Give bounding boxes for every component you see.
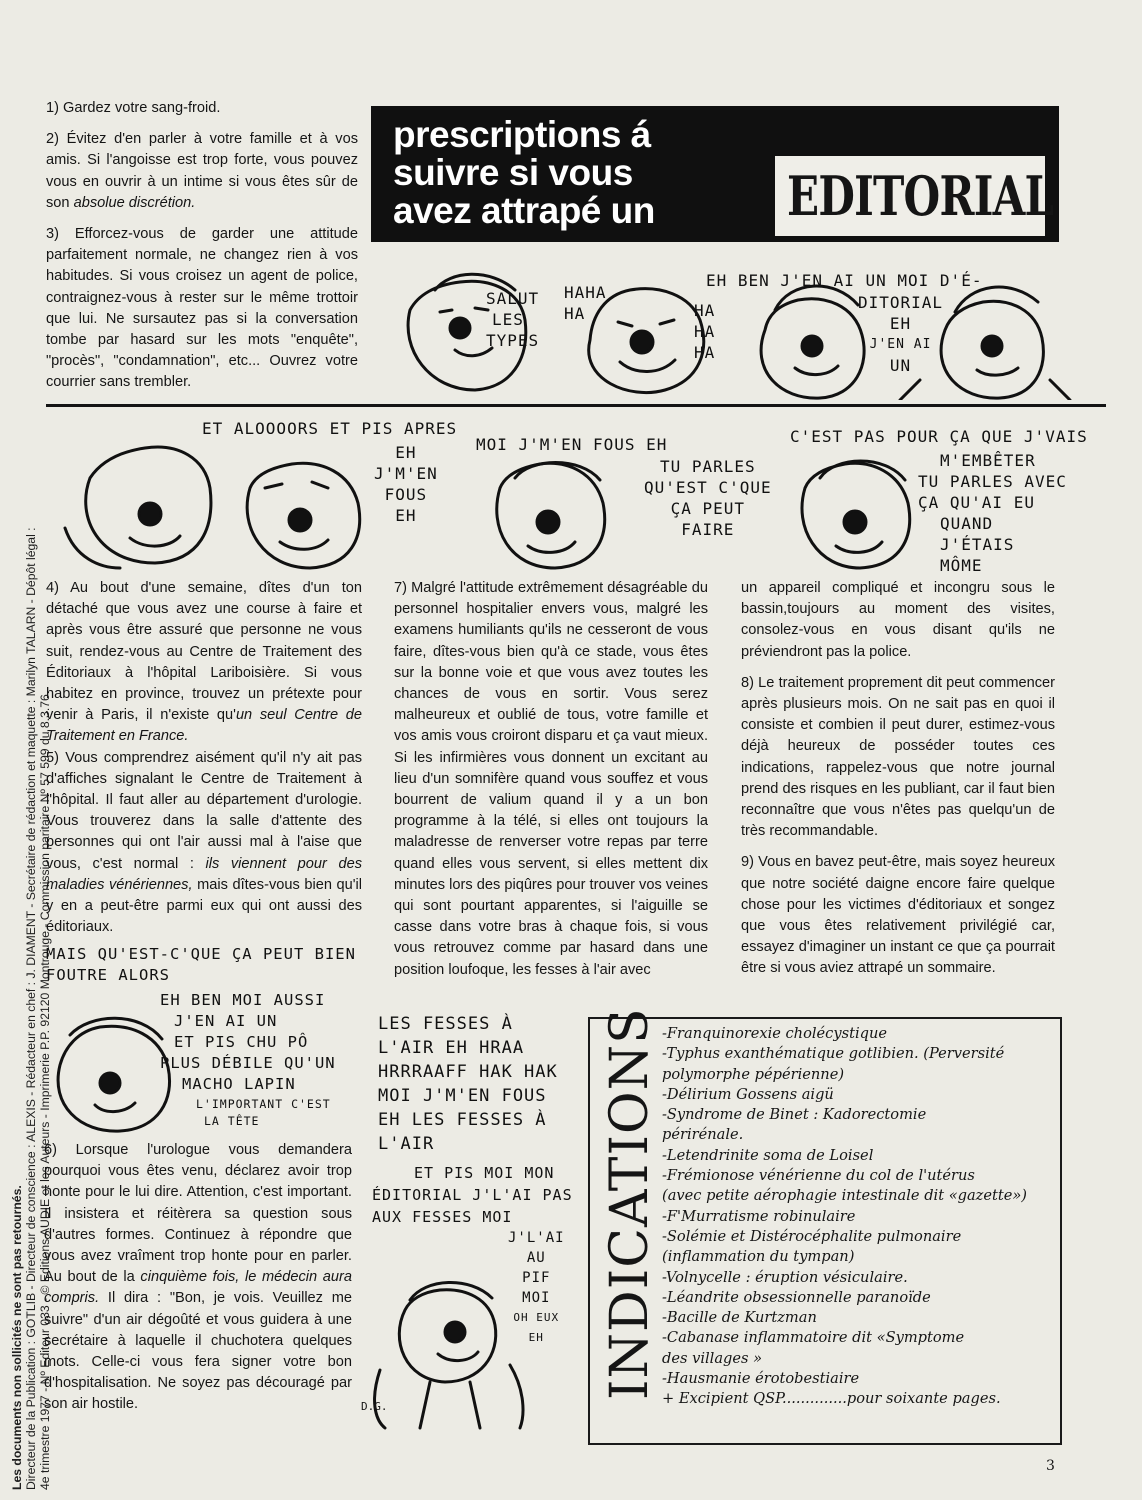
strip1-b2-line: HA bbox=[694, 301, 716, 320]
cartoon-middle-line: ET PIS MOI MON bbox=[414, 1164, 555, 1182]
rule-2-text: 2) Évitez d'en parler à votre famille et à vos amis. Si l'angoisse est trop forte, vous pouvez vous en ouvrir à un intime si vous êtes sûr de son bbox=[46, 131, 358, 211]
cartoon-left-line: EH BEN MOI AUSSI bbox=[160, 991, 326, 1009]
intro-column bbox=[46, 98, 358, 404]
strip2-balloon-2 bbox=[476, 434, 667, 455]
strip1-balloon-2 bbox=[564, 282, 607, 324]
cartoon-middle-line: L'AIR bbox=[378, 1134, 435, 1154]
imprint-line-1: Les documents non sollicités ne sont pas retournés. bbox=[10, 1185, 24, 1490]
strip1-b1-line: TYPES bbox=[486, 331, 540, 350]
strip1-b1-line: SALUT bbox=[486, 289, 540, 308]
strip2-b2-line: ÇA PEUT bbox=[670, 499, 746, 518]
indication-item: -Typhus exanthématique gotlibien. (Perversité bbox=[662, 1045, 1005, 1063]
strip2-b1-line: ET ALOOOORS ET PIS APRES bbox=[202, 419, 458, 438]
cartoon-middle-balloon bbox=[378, 1012, 558, 1156]
cartoon-middle-line: L'AIR EH HRAA bbox=[378, 1038, 525, 1058]
imprint-line-2: Directeur de la Publication : GOTLIB - Directeur de conscience : ALEXIS - Rédacteur en chef : J. DIAMENT - Secrétaire de rédaction et maquette : Marilyn TALARN - Dépôt légal : bbox=[24, 527, 38, 1490]
banner-title bbox=[393, 116, 655, 230]
rule-5-text-end: mais dîtes-vous bien qu'il y en a peut-être parmi eux qui ont aussi des éditoriaux. bbox=[46, 876, 362, 936]
strip1-b1-line: LES bbox=[492, 310, 524, 329]
strip1-balloon-3 bbox=[706, 270, 982, 291]
strip2-b3-line: M'EMBÊTER bbox=[940, 451, 1036, 470]
rule-2 bbox=[46, 129, 358, 214]
strip2-b3-line: TU PARLES AVEC bbox=[918, 472, 1067, 491]
column-1 bbox=[46, 578, 362, 948]
rule-5-text: 5) Vous comprendrez aisément qu'il n'y ait pas d'affiches signalant le Centre de Traitement à l'hôpital. Il faut aller au département d'urologie. Vous trouverez dans la salle d'attente des personnes qui ont l'air aussi mal à l'aise que vous, c'est normal : bbox=[46, 749, 362, 872]
cartoon-left-line: J'EN AI UN bbox=[174, 1012, 278, 1030]
rule-4-emphasis: un seul Centre de Traitement en France. bbox=[46, 707, 362, 745]
rule-7-end: un appareil compliqué et incongru sous le bassin,toujours au moment des visites, consolez-vous en vous disant qu'ils ne préviendront pas la police. bbox=[741, 580, 1055, 660]
cartoon-left-line: MAIS QU'EST-C'QUE ÇA PEUT BIEN bbox=[46, 945, 356, 963]
strip2-b3-line: J'ÉTAIS bbox=[940, 535, 1015, 554]
imprint-line-3: 4e trimestre 1977 - Nº Editeur 033 - © Editions AUDIE et les Auteurs - Imprimerie P.P. 92120 Montrouge - Commission paritaire Nº 57 599 du 8.3.76. bbox=[38, 690, 52, 1490]
editorial-word: EDITORIAL bbox=[787, 164, 1054, 228]
strip2-b2-line: TU PARLES bbox=[659, 457, 756, 476]
indication-item: -Cabanase inflammatoire dit «Symptome bbox=[662, 1329, 965, 1347]
indications-list bbox=[662, 1024, 1056, 1410]
banner-line-1: prescriptions á bbox=[393, 114, 651, 155]
rule-8: 8) Le traitement proprement dit peut commencer après plusieurs mois. On ne sait pas en quoi il consiste et combien il peut durer, estimez-vous déjà heureux de posséder toutes ces indications, rappelez-vous que notre journal prend des risques en les publiant, car il faut bien reconnaître que vous n'êtes pas quelqu'un de très recommandable. bbox=[741, 674, 1055, 840]
strip2-b1-line: J'M'EN bbox=[374, 464, 438, 483]
indication-item: -Bacille de Kurtzman bbox=[662, 1309, 817, 1327]
rule-9: 9) Vous en bavez peut-être, mais soyez heureux que notre société daigne encore faire quelque chose pour les victimes d'éditoriaux et songez que vous êtes relativement privilégié car, essayez d'imaginer un instant ce que ça pourrait être si vous aviez attrapé un sommaire. bbox=[741, 854, 1055, 977]
strip1-balloon-1 bbox=[486, 288, 539, 351]
strip1-b3-line: UN bbox=[889, 356, 912, 375]
indication-item: -F'Murratisme robinulaire bbox=[662, 1207, 856, 1225]
cartoon-left-balloon bbox=[46, 944, 356, 986]
strip1-b3-line: J'EN AI bbox=[869, 337, 932, 352]
rule-4-text: 4) Au bout d'une semaine, dîtes d'un ton détaché que vous avez une course à faire et après vous être assuré que personne ne vous suit, rendez-vous au Centre de Traitement des Éditoriaux à l'hôpital Lariboisière. Si vous habitez en province, trouvez un prétexte pour venir à Paris, il n'existe qu' bbox=[46, 580, 362, 724]
rule-2-emphasis: absolue discrétion. bbox=[73, 194, 196, 211]
indication-item: (avec petite aérophagie intestinale dit «gazette») bbox=[662, 1187, 1027, 1205]
rule-4 bbox=[46, 578, 362, 748]
strip2-b3-line: QUAND bbox=[940, 514, 994, 533]
indication-item: -Syndrome de Binet : Kadorectomie bbox=[662, 1106, 927, 1124]
indication-item: (inflammation du tympan) bbox=[662, 1248, 855, 1266]
indication-item: périrénale. bbox=[662, 1126, 744, 1144]
indications-title: INDICATIONS bbox=[600, 1007, 660, 1400]
indication-item: -Léandrite obsessionnelle paranoïde bbox=[662, 1288, 931, 1306]
strip1-b3-line: DITORIAL bbox=[858, 293, 944, 312]
cartoon-middle-line: LES FESSES À bbox=[378, 1014, 513, 1034]
indication-item: -Frémionose vénérienne du col de l'utérus bbox=[662, 1167, 975, 1185]
cartoon-left-line: MACHO LAPIN bbox=[182, 1075, 296, 1093]
rule-6-text: 6) Lorsque l'urologue vous demandera pourquoi vous êtes venu, déclarez avoir trop honte pour le lui dire. Attention, c'est important. Il insistera et réitèrera sa question sous d'autres formes. Continuez à répondre que vous avez vraîment trop honte pour en parler. Au bout de la bbox=[44, 1142, 352, 1286]
cartoon-middle-line: OH EUX bbox=[513, 1311, 560, 1324]
strip1-balloon-3b bbox=[858, 292, 943, 376]
cartoon-left-line: L'IMPORTANT C'EST bbox=[196, 1097, 331, 1111]
strip1-b2-line: HA bbox=[694, 343, 716, 362]
strip2-b1-line: EH bbox=[395, 506, 417, 525]
cartoon-middle-line: PIF bbox=[522, 1270, 551, 1286]
strip2-balloon-3b bbox=[918, 450, 1067, 576]
rule-6 bbox=[44, 1140, 352, 1416]
cartoon-middle-line: J'L'AI bbox=[508, 1230, 565, 1246]
cartoon-middle-line: HRRRAAFF HAK HAK bbox=[378, 1062, 558, 1082]
strip1-b3-line: EH BEN J'EN AI UN MOI D'É- bbox=[706, 271, 983, 290]
strip2-balloon-1 bbox=[202, 418, 457, 439]
artist-signature: D.G. bbox=[361, 1400, 388, 1413]
indication-item: -Letendrinite soma de Loisel bbox=[662, 1146, 874, 1164]
strip2-b1-line: FOUS bbox=[384, 485, 428, 504]
cartoon-left-balloon-3 bbox=[196, 1096, 331, 1130]
cartoon-left-line: LA TÊTE bbox=[204, 1114, 260, 1128]
cartoon-middle-line: EH bbox=[528, 1331, 544, 1344]
rule-6-emphasis: cinquième fois, le médecin aura compris. bbox=[44, 1269, 352, 1307]
strip2-b3-line: ÇA QU'AI EU bbox=[918, 493, 1035, 512]
cartoon-middle-balloon-2 bbox=[372, 1162, 573, 1228]
cartoon-left-line: ET PIS CHU PÔ bbox=[174, 1033, 309, 1051]
rule-3: 3) Efforcez-vous de garder une attitude parfaitement normale, ne changez rien à vos habitudes. Si vous croisez un agent de police, contraignez-vous à rester sur le même trottoir que lui. Ne sursautez pas si la conversation tombe par hasard sur les mots "enquête", "procès", "condamnation", etc... Ouvrez votre courrier sans trembler. bbox=[46, 226, 358, 391]
column-3 bbox=[741, 578, 1055, 990]
rule-6-text-end: Il dira : "Bon, je vois. Veuillez me suivre" d'un air dégoûté et vous guidera à une secrétaire à laquelle il chuchotera quelques mots. Celle-ci vous fera signer votre bon d'hospitalisation. Ne soyez pas découragé par son air hostile. bbox=[44, 1290, 352, 1413]
cartoon-middle-line: ÉDITORIAL J'L'AI PAS bbox=[372, 1186, 573, 1204]
strip1-b2-line: HA bbox=[564, 304, 586, 323]
cartoon-left-line: FOUTRE ALORS bbox=[46, 966, 170, 984]
strip1-b3-line: EH bbox=[889, 314, 912, 333]
rule-1: 1) Gardez votre sang-froid. bbox=[46, 100, 221, 116]
strip2-b1-line: EH bbox=[395, 443, 417, 462]
indication-item: polymorphe pépérienne) bbox=[662, 1065, 845, 1083]
indication-item: -Franquinorexie cholécystique bbox=[662, 1025, 887, 1042]
strip2-b2-line: FAIRE bbox=[681, 520, 735, 539]
indication-item: -Hausmanie érotobestiaire bbox=[662, 1370, 860, 1388]
strip2-balloon-2b bbox=[644, 456, 772, 540]
strip2-balloon-1b bbox=[374, 442, 438, 526]
title-banner bbox=[371, 106, 1059, 242]
indication-item: -Volnycelle : éruption vésiculaire. bbox=[662, 1268, 908, 1286]
cartoon-middle-line: AU bbox=[526, 1250, 546, 1266]
strip2-b3-line: C'EST PAS POUR ÇA QUE J'VAIS bbox=[790, 427, 1088, 446]
indication-item: -Délirium Gossens aigü bbox=[662, 1085, 834, 1103]
strip2-b3-line: MÔME bbox=[940, 556, 983, 575]
strip2-b2-line: MOI J'M'EN FOUS EH bbox=[476, 435, 668, 454]
strip2-b2-line: QU'EST C'QUE bbox=[644, 478, 772, 497]
strip1-b2-line: HA bbox=[694, 322, 716, 341]
rule-5-emphasis: ils viennent pour des maladies vénériennes, bbox=[46, 855, 362, 893]
cartoon-left-balloon-2 bbox=[160, 990, 336, 1095]
strip2-balloon-3 bbox=[790, 426, 1088, 447]
page-number: 3 bbox=[1046, 1458, 1055, 1474]
indication-item: + Excipient QSP..............pour soixante pages. bbox=[662, 1390, 1001, 1408]
cartoon-left-line: PLUS DÉBILE QU'UN bbox=[160, 1054, 336, 1072]
strip1-b2-line: HAHA bbox=[564, 283, 607, 302]
rule-7: 7) Malgré l'attitude extrêmement désagréable du personnel hospitalier envers vous, malgré les examens humiliants qu'ils ne cesseront de vous faire, dîtes-vous bien qu'à ce stade, vous êtes sur la bonne voie et que vous avez toutes les chances de vous en sortir. Vous serez malheureux et oublié de tous, votre famille et vos amis vous croiront disparu et ça vaut mieux. Si les infirmières vous donnent un excitant au lieu d'un somnifère quand vous souffez et vous bourrent de valium quand il y a un bon programme à la télé, si elles ont toujours la maladresse de renverser votre repas par terre quand elles vous servent, si elles mettent dix minutes lors des piqûres pour trouver vos veines qui sont pourtant apparentes, si l'aiguille se casse dans votre bras à chaque fois, si vous vous retrouvez comme par hasard dans une position loufoque, les fesses à l'air avec bbox=[394, 580, 708, 978]
column-1b bbox=[44, 1140, 352, 1426]
rule-5 bbox=[46, 748, 362, 939]
banner-line-3: avez attrapé un bbox=[393, 190, 655, 231]
strip-divider bbox=[46, 404, 1106, 407]
cartoon-middle-line: MOI J'M'EN FOUS bbox=[378, 1086, 547, 1106]
strip1-balloon-2b bbox=[694, 300, 715, 363]
cartoon-middle-line: AUX FESSES MOI bbox=[372, 1208, 513, 1226]
column-2 bbox=[394, 578, 708, 991]
cartoon-middle-line: MOI bbox=[522, 1290, 551, 1306]
indication-item: des villages » bbox=[662, 1349, 763, 1367]
banner-line-2: suivre si vous bbox=[393, 152, 633, 193]
cartoon-middle-line: EH LES FESSES À bbox=[378, 1110, 547, 1130]
indication-item: -Solémie et Distérocéphalite pulmonaire bbox=[662, 1227, 962, 1245]
